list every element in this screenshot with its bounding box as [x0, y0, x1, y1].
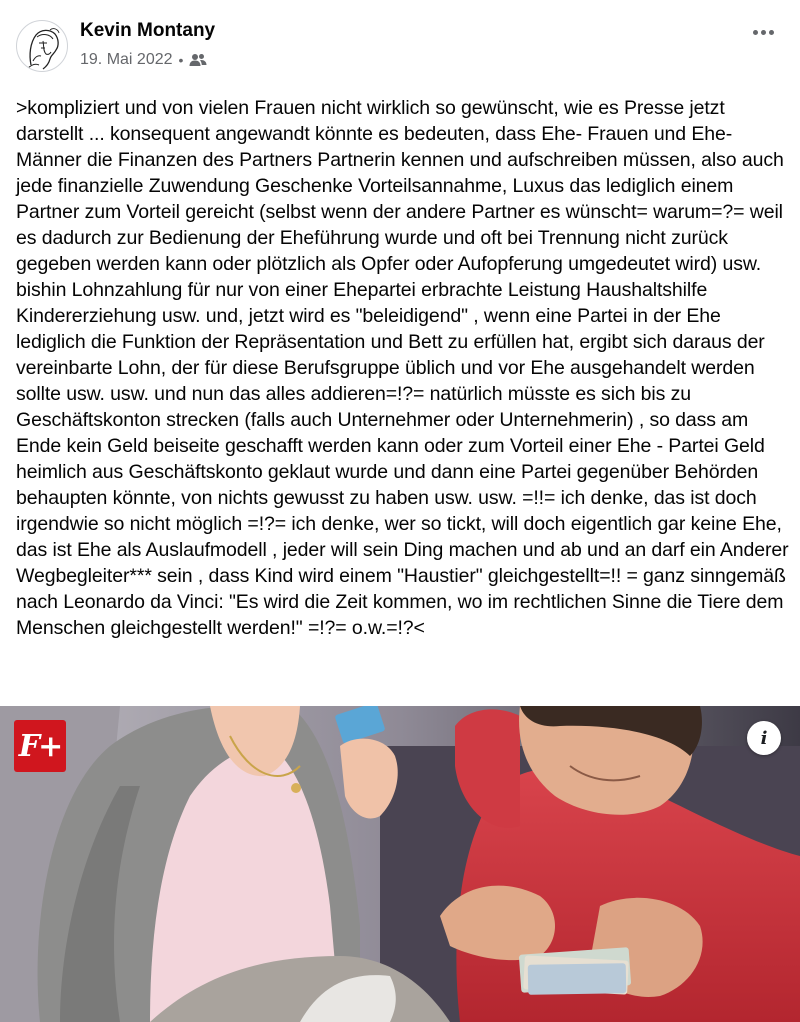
more-options-button[interactable] — [748, 20, 778, 44]
more-dot — [753, 30, 758, 35]
link-preview-image[interactable] — [0, 706, 800, 1022]
post-header — [0, 0, 800, 88]
sketch-portrait-icon — [17, 21, 68, 72]
meta-separator: • — [178, 52, 184, 68]
post-meta — [80, 51, 207, 69]
friends-icon[interactable] — [189, 53, 207, 67]
post-text: >kompliziert und von vielen Frauen nicht wirklich so gewünscht, wie es Presse jetzt darstellt ... konsequent angewandt könnte es bedeuten, dass Ehe- Frauen und Ehe- Männer die Finanzen des Partners Partnerin kennen und aufschreiben müssen, also auch jede finanzielle Zuwendung Geschenke Vorteilsannahme, Luxus das lediglich einem Partner zum Vorteil gereicht (selbst wenn der andere Partner es wünscht= warum=?= weil es dadurch zur Bedienung der Eheführung wurde und oft bei Trennung nicht zurück gegeben werden kann oder plötzlich als Opfer oder Aufopferung umgedeutet wird) usw. bishin Lohnzahlung für nur von einer Ehepartei erbrachte Leistung Haushaltshilfe Kindererziehung usw. und, jetzt wird es "beleidigend" , wenn eine Partei in der Ehe lediglich die Funktion der Repräsentation und Bett zu erfüllen hat, ergibt sich daraus der vereinbarte Lohn, der für diese Berufsgruppe üblich und vor Ehe ausgehandelt werden sollte usw. usw. und nun das alles addieren=!?= natürlich müsste es sich bis zu Geschäftskonton strecken (falls auch Unternehmer oder Unternehmerin) , so dass am Ende kein Geld beiseite geschafft werden kann oder zum Vorteil einer Ehe - Partei Geld heimlich aus Geschäftskonto geklaut wurde und dann eine Partei gegenüber Behörden behaupten könnte, von nichts gewusst zu haben usw. usw. =!!= ich denke, das ist doch irgendwie so nicht möglich =!?= ich denke, wer so tickt, will doch eigentlich gar keine Ehe, das ist Ehe als Auslaufmodell , jeder will sein Ding machen und ab und an darf ein Anderer Wegbegleiter*** sein , dass Kind wird einem "Haustier" gleichgestellt=!! = ganz sinngemäß nach Leonardo da Vinci: "Es wird die Zeit kommen, wo im rechtlichen Sinne die Tiere dem Menschen gleichgestellt werden!" =!?= o.w.=!?< — [16, 97, 789, 639]
publisher-badge-label: F+ — [18, 728, 62, 764]
more-dot — [769, 30, 774, 35]
post-date[interactable]: 19. Mai 2022 — [80, 51, 173, 68]
info-button[interactable] — [747, 721, 781, 755]
more-dot — [761, 30, 766, 35]
author-name[interactable]: Kevin Montany — [80, 20, 216, 41]
author-avatar[interactable] — [16, 20, 68, 72]
publisher-badge — [14, 720, 66, 772]
info-icon: i — [760, 727, 768, 749]
